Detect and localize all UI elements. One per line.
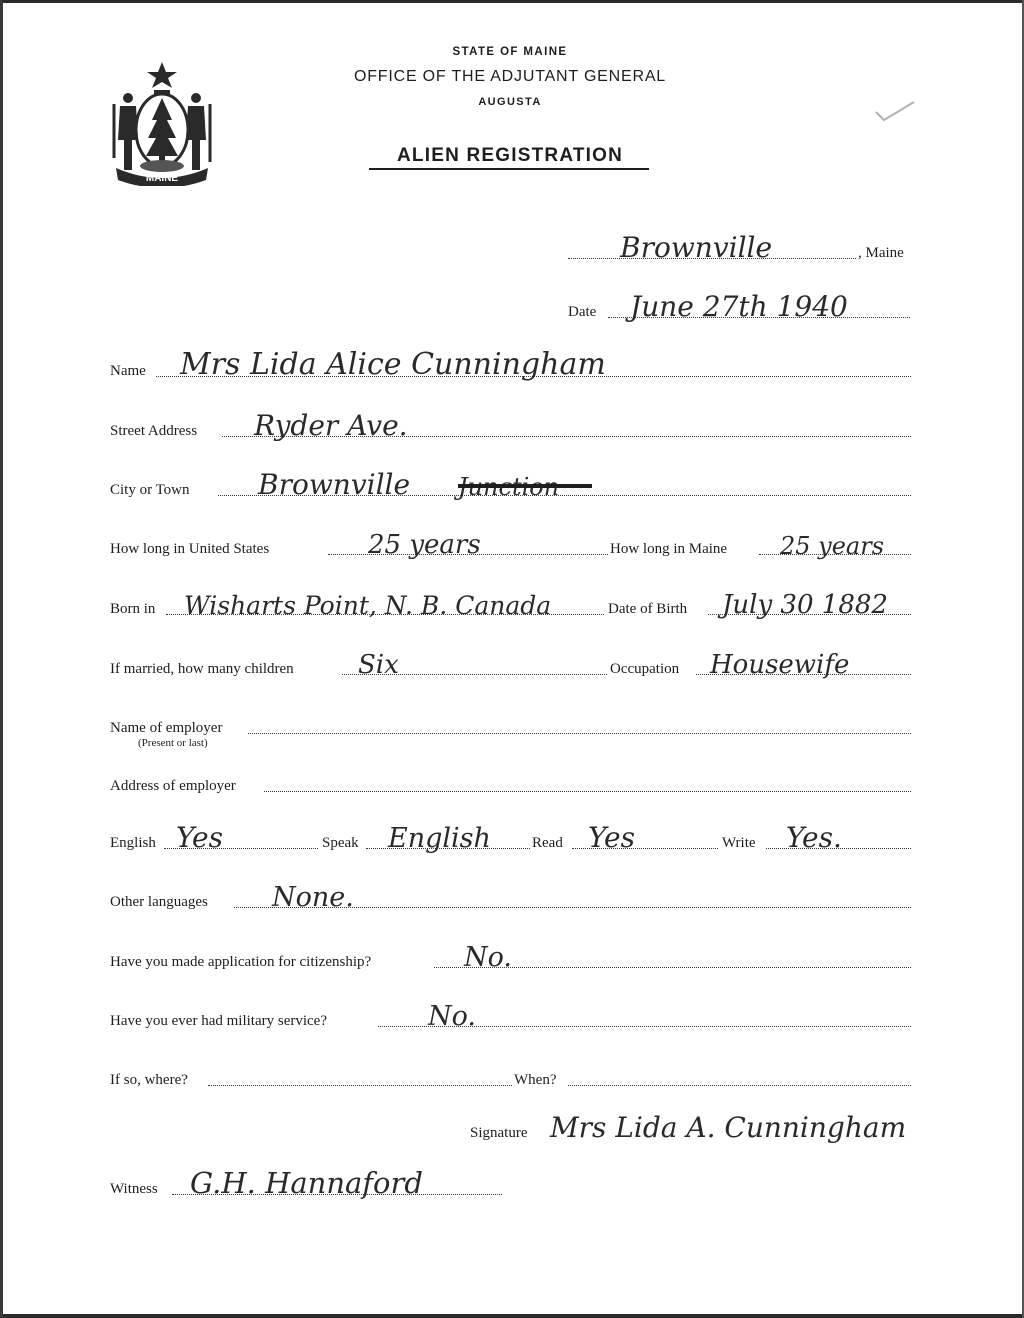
employer-row — [110, 711, 913, 737]
employer-address-label: Address of employer — [110, 778, 236, 794]
signature-value: Mrs Lida A. Cunningham — [550, 1111, 907, 1144]
date-value: June 27th 1940 — [630, 290, 848, 323]
years-us-label: How long in United States — [110, 541, 270, 557]
citizenship-value: No. — [464, 942, 512, 973]
children-value: Six — [358, 650, 399, 680]
date-of-birth-label: Date of Birth — [608, 601, 688, 617]
date-label: Date — [568, 304, 597, 320]
state-heading: STATE OF MAINE — [452, 46, 568, 58]
english-value: Yes — [176, 821, 223, 854]
born-in-label: Born in — [110, 601, 156, 617]
witness-row — [110, 1166, 510, 1200]
witness-label: Witness — [110, 1181, 158, 1197]
where-label: If so, where? — [110, 1072, 188, 1088]
birth-row — [110, 592, 913, 618]
read-value: Yes — [588, 821, 635, 854]
name-value: Mrs Lida Alice Cunningham — [180, 347, 606, 382]
signature-row — [470, 1111, 950, 1144]
citizenship-row — [110, 942, 913, 973]
place-row — [568, 231, 913, 264]
citizenship-label: Have you made application for citizenship? — [110, 954, 372, 970]
military-row — [110, 1001, 913, 1032]
years-us-value: 25 years — [368, 530, 481, 560]
svg-text:MAINE: MAINE — [145, 173, 179, 184]
born-in-value: Wisharts Point, N. B. Canada — [184, 591, 552, 620]
street-address-row — [110, 409, 913, 442]
speak-label: Speak — [322, 835, 359, 851]
where-when-row — [110, 1063, 913, 1089]
scan-border-bottom — [0, 1314, 1024, 1318]
family-occupation-row — [110, 652, 913, 678]
signature-label: Signature — [470, 1125, 528, 1141]
date-of-birth-value: July 30 1882 — [722, 590, 888, 620]
other-languages-row — [110, 882, 913, 913]
strikethrough-mark — [458, 484, 592, 488]
military-value: No. — [428, 1001, 476, 1032]
employer-label: Name of employer — [110, 720, 223, 736]
street-address-value: Ryder Ave. — [254, 409, 408, 442]
scan-border-left — [0, 0, 3, 1318]
english-label: English — [110, 835, 156, 851]
city-value: Brownville — [258, 468, 411, 501]
maine-state-seal — [106, 58, 218, 186]
residence-duration-row — [110, 532, 913, 558]
name-row — [110, 347, 913, 382]
witness-value: G.H. Hannaford — [190, 1166, 423, 1200]
city-row — [110, 468, 913, 501]
scan-border-top — [0, 0, 1024, 3]
date-row — [568, 290, 913, 323]
form-title: ALIEN REGISTRATION — [396, 145, 624, 166]
read-label: Read — [532, 835, 563, 851]
other-languages-label: Other languages — [110, 894, 208, 910]
place-label: , Maine — [858, 245, 904, 261]
speak-value: English — [388, 823, 491, 854]
write-value: Yes. — [786, 821, 842, 854]
employer-sublabel: (Present or last) — [138, 737, 208, 749]
employer-address-row — [110, 769, 913, 795]
city-heading: AUGUSTA — [478, 96, 542, 108]
write-label: Write — [722, 835, 756, 851]
language-skills-row — [110, 821, 913, 854]
occupation-value: Housewife — [710, 650, 850, 680]
when-label: When? — [514, 1072, 557, 1088]
children-label: If married, how many children — [110, 661, 294, 677]
name-label: Name — [110, 363, 146, 379]
check-mark-icon — [874, 98, 918, 124]
military-label: Have you ever had military service? — [110, 1013, 327, 1029]
city-label: City or Town — [110, 482, 190, 498]
street-address-label: Street Address — [110, 423, 198, 439]
other-languages-value: None. — [272, 882, 354, 913]
occupation-label: Occupation — [610, 661, 680, 677]
years-maine-value: 25 years — [780, 532, 885, 560]
title-underline — [369, 168, 649, 170]
place-value: Brownville — [620, 231, 773, 264]
office-heading: OFFICE OF THE ADJUTANT GENERAL — [353, 68, 667, 85]
years-maine-label: How long in Maine — [610, 541, 728, 557]
